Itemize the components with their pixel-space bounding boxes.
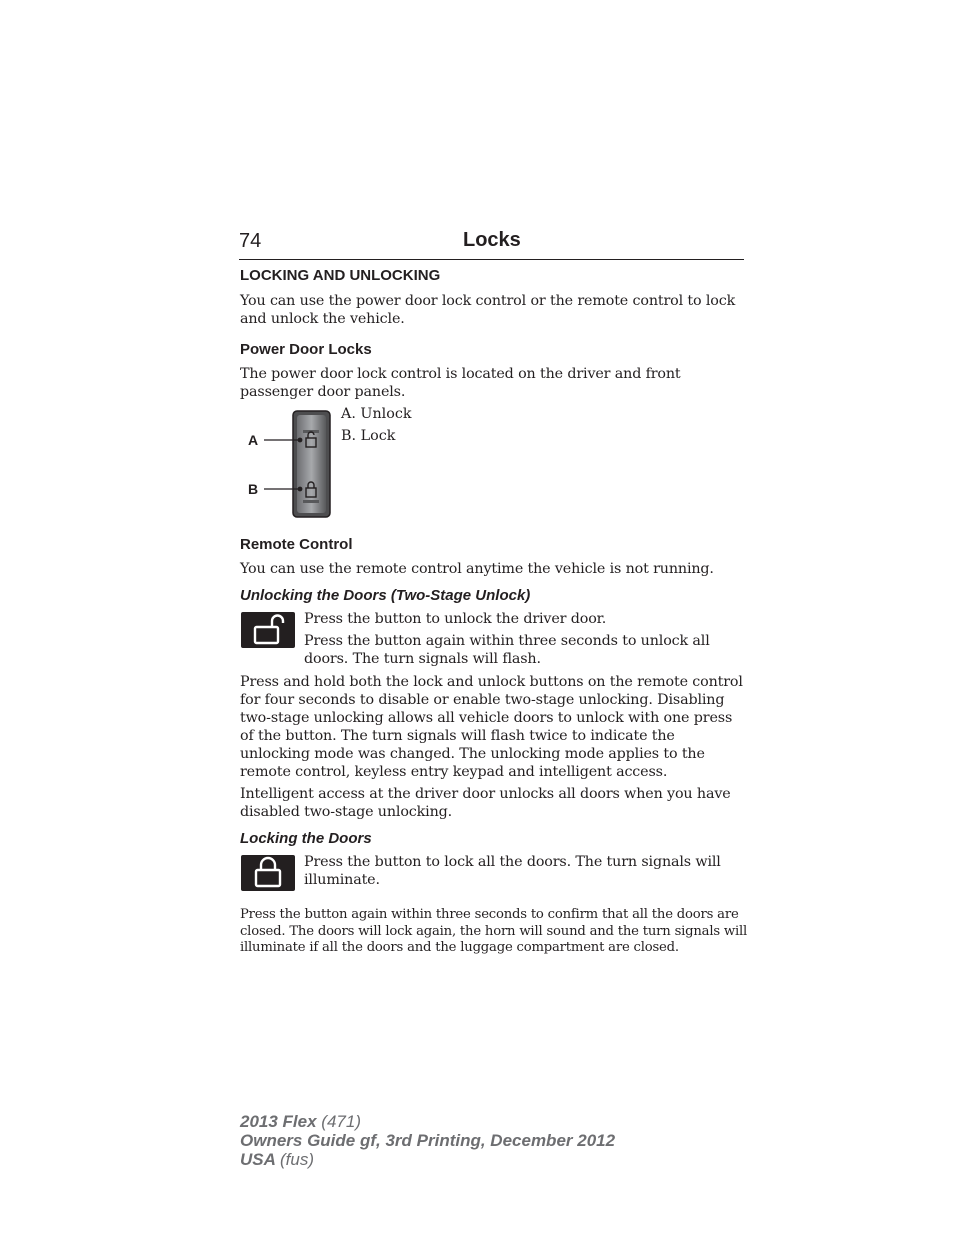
- lock-button-icon: [241, 855, 295, 891]
- callout-b: B: [248, 481, 259, 497]
- unlock-step-1: Press the button to unlock the driver door.: [304, 611, 607, 627]
- door-lock-switch-figure: [244, 408, 344, 520]
- legend-lock: B. Lock: [341, 428, 396, 444]
- unlocking-title: Unlocking the Doors (Two-Stage Unlock): [240, 587, 531, 604]
- section-intro: You can use the power door lock control or the remote control to lock and unlock the vehicle.: [240, 293, 736, 327]
- power-door-locks-text: The power door lock control is located on the driver and front passenger door panels.: [240, 366, 681, 400]
- lock-step-1: Press the button to lock all the doors. The turn signals will illuminate.: [304, 854, 721, 888]
- two-stage-unlock-paragraph: Press and hold both the lock and unlock buttons on the remote control for four seconds to disable or enable two-stage unlocking. Disabling two-stage unlocking allows all vehicle doors to unlock with one press of the button. The turn signals will flash twice to indicate the unlocking mode was changed. The unlocking mode applies to the remote control, keyless entry keypad and intelligent access.: [240, 674, 743, 780]
- lock-confirm-paragraph: Press the button again within three seconds to confirm that all the doors are closed. The doors will lock again, the horn will sound and the turn signals will illuminate if all the doors and the luggage compartment are closed.: [240, 907, 748, 955]
- unlock-icon: [241, 612, 295, 648]
- footer-model-code: (471): [321, 1112, 361, 1131]
- footer-line-2: Owners Guide gf, 3rd Printing, December 2012: [240, 1131, 616, 1150]
- footer-market: USA: [240, 1150, 276, 1169]
- footer-line-1: [240, 1112, 615, 1131]
- remote-control-title: Remote Control: [240, 536, 353, 553]
- page-footer: [240, 1112, 615, 1169]
- legend-unlock: A. Unlock: [341, 406, 412, 422]
- footer-model: 2013 Flex: [240, 1112, 317, 1131]
- footer-line-3: [240, 1150, 615, 1169]
- callout-a: A: [248, 432, 259, 448]
- door-lock-switch-illustration: [244, 408, 344, 520]
- remote-control-text: You can use the remote control anytime the vehicle is not running.: [240, 561, 714, 577]
- page-number: 74: [239, 230, 262, 252]
- locking-title: Locking the Doors: [240, 830, 372, 847]
- intelligent-access-paragraph: Intelligent access at the driver door unlocks all doors when you have disabled two-stage unlocking.: [240, 786, 731, 820]
- footer-market-code: (fus): [280, 1150, 314, 1169]
- lock-icon: [241, 855, 295, 891]
- section-title: LOCKING AND UNLOCKING: [240, 267, 441, 284]
- power-door-locks-title: Power Door Locks: [240, 341, 372, 358]
- page-header: [239, 228, 744, 260]
- unlock-button-icon: [241, 612, 295, 648]
- chapter-title: Locks: [463, 229, 521, 251]
- unlock-step-2: Press the button again within three seconds to unlock all doors. The turn signals will flash.: [304, 633, 710, 667]
